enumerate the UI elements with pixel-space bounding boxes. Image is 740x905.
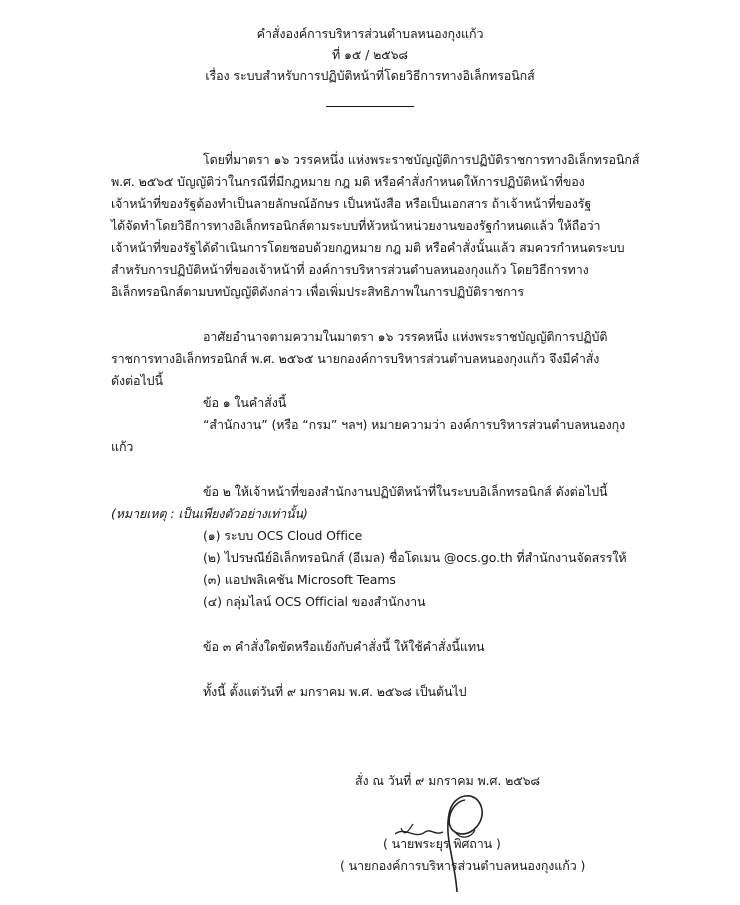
signatory-name: ( นายพระยุร พิศถาน ) <box>383 836 501 851</box>
clause-2-item: (๓) แอปพลิเคชัน Microsoft Teams <box>203 572 396 587</box>
clause-2-item: (๑) ระบบ OCS Cloud Office <box>203 528 363 543</box>
intro-line: เจ้าหน้าที่ของรัฐต้องทำเป็นลายลักษณ์อักษร เป็นหนังสือ หรือเป็นเอกสาร ถ้าเจ้าหน้าที่ของรัฐ <box>111 196 592 211</box>
authority-line: ดังต่อไปนี้ <box>111 373 163 388</box>
signatory-position: ( นายกองค์การบริหารส่วนตำบลหนองกุงแก้ว ) <box>340 858 586 873</box>
clause-1-definition-cont: แก้ว <box>111 439 134 454</box>
authority-line: อาศัยอำนาจตามความในมาตรา ๑๖ วรรคหนึ่ง แห่งพระราชบัญญัติการปฏิบัติ <box>203 329 608 344</box>
clause-1-definition: “สำนักงาน” (หรือ “กรม” ฯลฯ) หมายความว่า องค์การบริหารส่วนตำบลหนองกุง <box>203 417 626 432</box>
clause-3: ข้อ ๓ คำสั่งใดขัดหรือแย้งกับคำสั่งนี้ ให้ใช้คำสั่งนี้แทน <box>203 639 485 654</box>
effective-date: ทั้งนี้ ตั้งแต่วันที่ ๙ มกราคม พ.ศ. ๒๕๖๘ เป็นต้นไป <box>203 684 467 699</box>
authority-line: ราชการทางอิเล็กทรอนิกส์ พ.ศ. ๒๕๖๕ นายกองค์การบริหารส่วนตำบลหนองกุงแก้ว จึงมีคำสั่ง <box>111 351 600 366</box>
intro-line: พ.ศ. ๒๕๖๕ บัญญัติว่าในกรณีที่มีกฎหมาย กฎ มติ หรือคำสั่งกำหนดให้การปฏิบัติหน้าที่ของ <box>111 174 585 189</box>
intro-line: อิเล็กทรอนิกส์ตามบทบัญญัติดังกล่าว เพื่อเพิ่มประสิทธิภาพในการปฏิบัติราชการ <box>111 284 524 299</box>
intro-line: โดยที่มาตรา ๑๖ วรรคหนึ่ง แห่งพระราชบัญญัติการปฏิบัติราชการทางอิเล็กทรอนิกส์ <box>203 152 640 167</box>
header-divider <box>326 106 414 107</box>
clause-2-note: (หมายเหตุ : เป็นเพียงตัวอย่างเท่านั้น) <box>111 506 308 521</box>
intro-line: สำหรับการปฏิบัติหน้าที่ของเจ้าหน้าที่ องค์การบริหารส่วนตำบลหนองกุงแก้ว โดยวิธีการทาง <box>111 262 589 277</box>
clause-2-title: ข้อ ๒ ให้เจ้าหน้าที่ของสำนักงานปฏิบัติหน้าที่ในระบบอิเล็กทรอนิกส์ ดังต่อไปนี้ <box>203 484 608 499</box>
clause-2-item: (๒) ไปรษณีย์อิเล็กทรอนิกส์ (อีเมล) ชื่อโดเมน @ocs.go.th ที่สำนักงานจัดสรรให้ <box>203 550 627 565</box>
intro-line: ได้จัดทำโดยวิธีการทางอิเล็กทรอนิกส์ตามระบบที่หัวหน้าหน่วยงานของรัฐกำหนดแล้ว ให้ถือว่า <box>111 218 601 233</box>
header-title: คำสั่งองค์การบริหารส่วนตำบลหนองกุงแก้ว <box>256 26 484 41</box>
intro-line: เจ้าหน้าที่ของรัฐได้ดำเนินการโดยชอบด้วยกฎหมาย กฎ มติ หรือคำสั่งนั้นแล้ว สมควรกำหนดระบบ <box>111 240 625 255</box>
signature-date: สั่ง ณ วันที่ ๙ มกราคม พ.ศ. ๒๕๖๘ <box>355 773 540 788</box>
clause-1-title: ข้อ ๑ ในคำสั่งนี้ <box>203 395 287 410</box>
subject: เรื่อง ระบบสำหรับการปฏิบัติหน้าที่โดยวิธีการทางอิเล็กทรอนิกส์ <box>205 68 535 83</box>
clause-2-item: (๔) กลุ่มไลน์ OCS Official ของสำนักงาน <box>203 594 426 609</box>
order-number: ที่ ๑๕ / ๒๕๖๘ <box>332 47 408 62</box>
